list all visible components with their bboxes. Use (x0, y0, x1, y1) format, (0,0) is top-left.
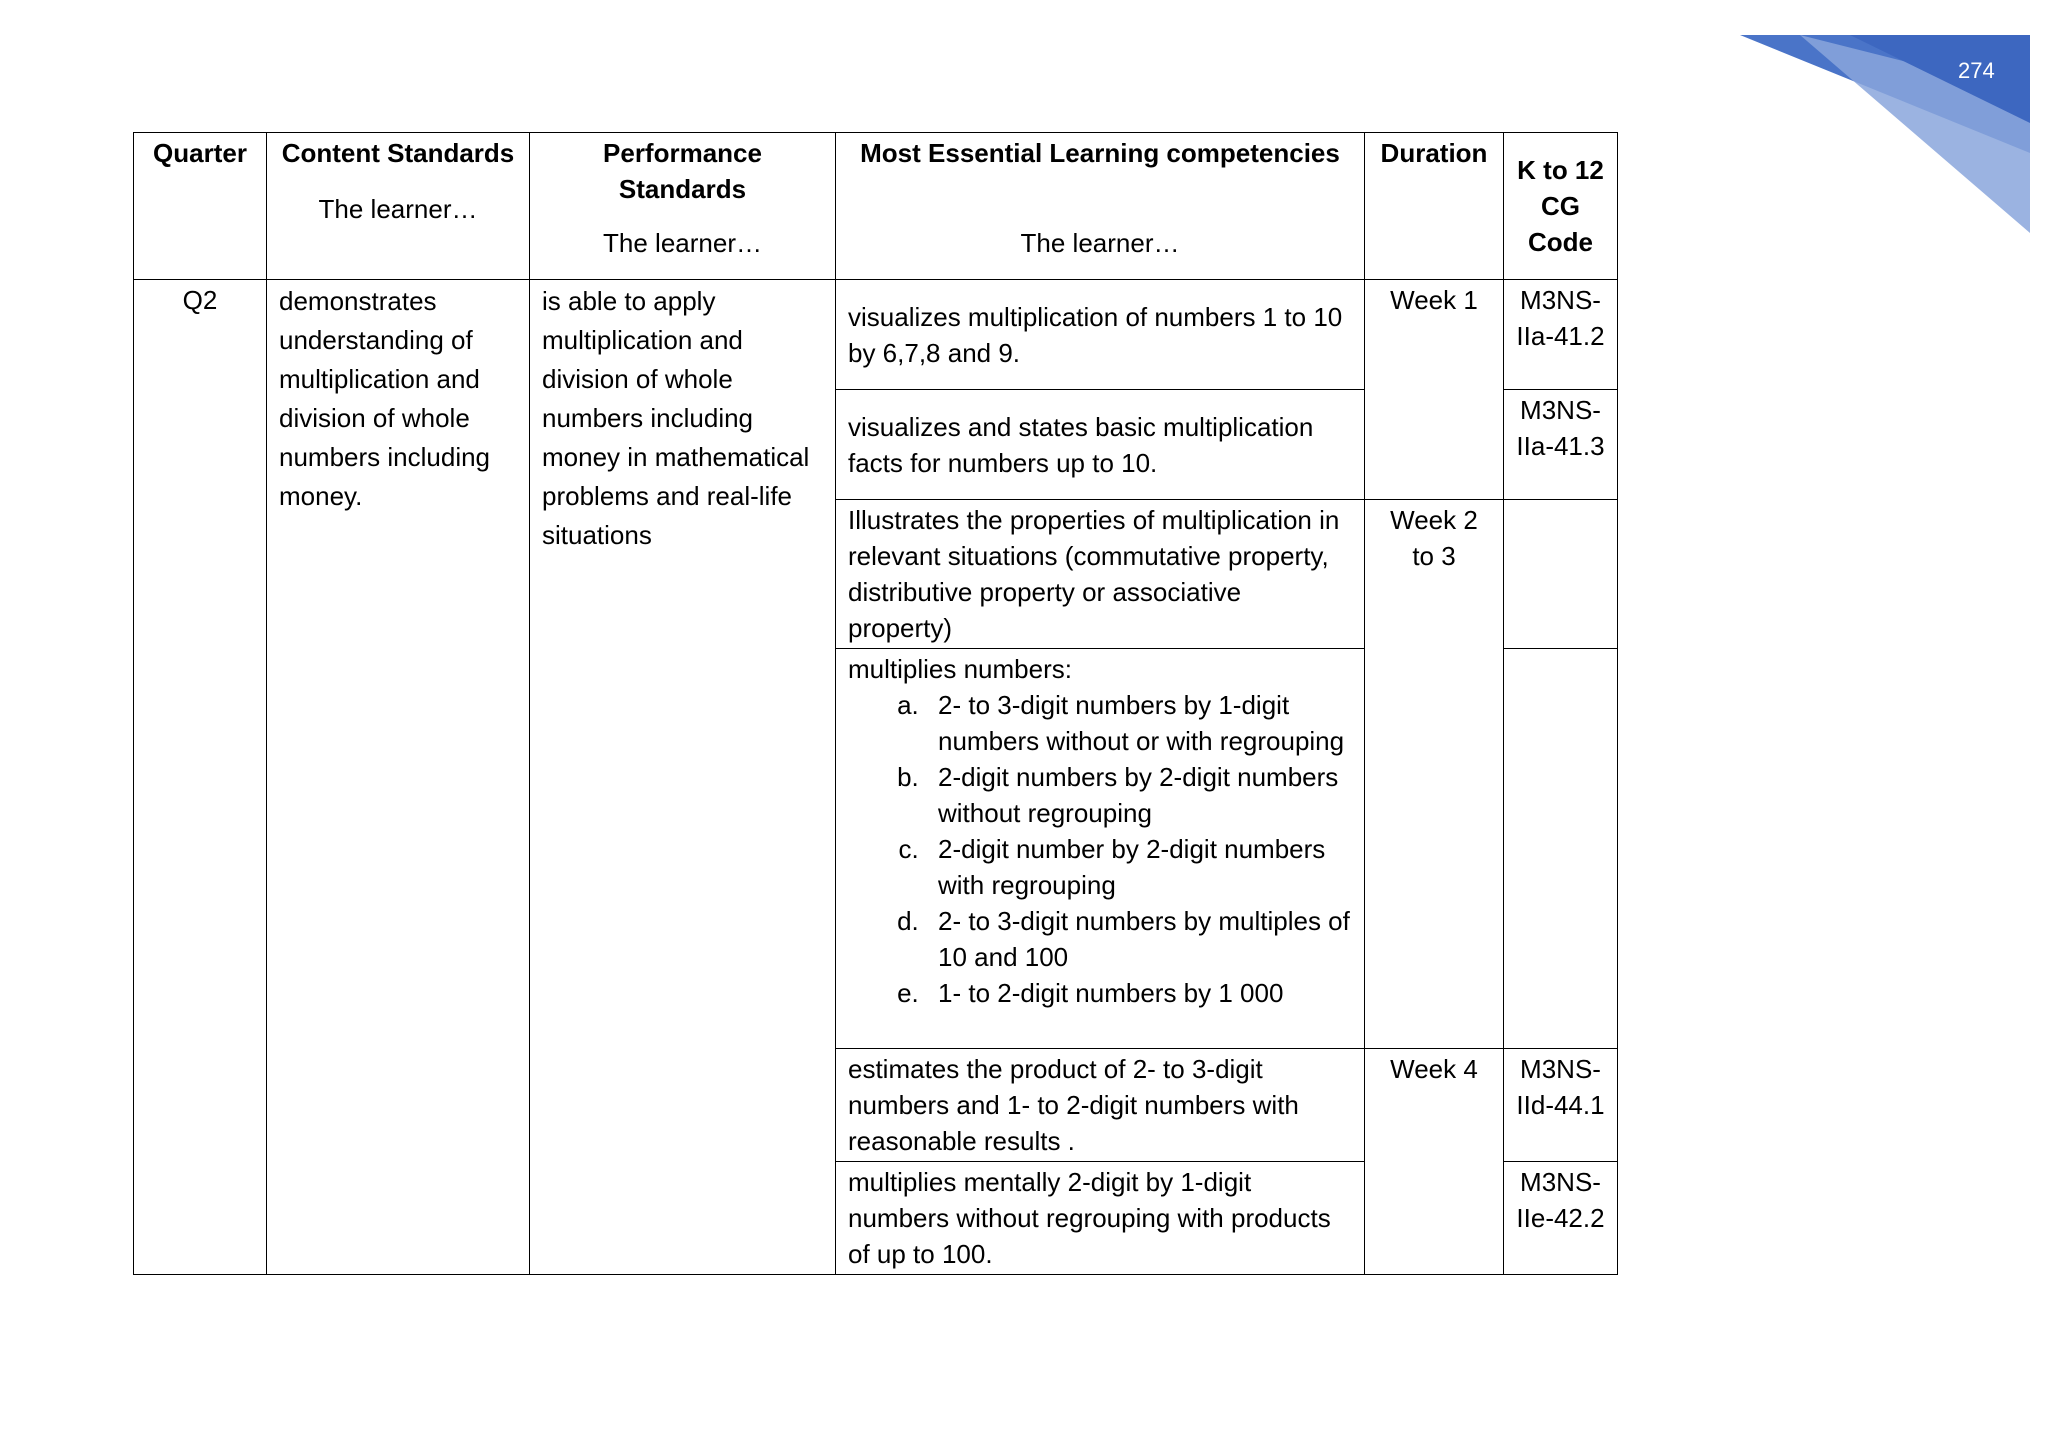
header-quarter: Quarter (134, 133, 267, 280)
header-performance-standards: Performance Standards The learner… (530, 133, 836, 280)
page-number: 274 (1958, 58, 1995, 83)
competency-cell: estimates the product of 2- to 3-digit numbers and 1- to 2-digit numbers with reasonable results . (836, 1049, 1365, 1162)
header-melc: Most Essential Learning competencies The learner… (836, 133, 1365, 280)
melc-table (133, 132, 1618, 1275)
header-content-standards: Content Standards The learner… (267, 133, 530, 280)
competency-cell (836, 649, 1365, 1049)
content-standard-cell: demonstrates understanding of multiplication and division of whole numbers including money. (267, 280, 530, 1275)
duration-cell: Week 4 (1365, 1049, 1504, 1275)
code-cell: M3NS-IId-44.1 (1504, 1049, 1618, 1162)
code-cell (1504, 649, 1618, 1049)
code-cell (1504, 500, 1618, 649)
code-cell: M3NS-IIa-41.3 (1504, 390, 1618, 500)
code-cell: M3NS-IIa-41.2 (1504, 280, 1618, 390)
table-row (134, 280, 1618, 390)
list-item: a. 2- to 3-digit numbers by 1-digit numbers without or with regrouping (926, 687, 1352, 759)
performance-standard-cell: is able to apply multiplication and division of whole numbers including money in mathematical problems and real-life situations (530, 280, 836, 1275)
list-item: b. 2-digit numbers by 2-digit numbers without regrouping (926, 759, 1352, 831)
quarter-cell: Q2 (134, 280, 267, 1275)
duration-cell: Week 1 (1365, 280, 1504, 500)
competency-cell: visualizes multiplication of numbers 1 to 10 by 6,7,8 and 9. (836, 280, 1365, 390)
code-cell: M3NS-IIe-42.2 (1504, 1162, 1618, 1275)
list-item: e. 1- to 2-digit numbers by 1 000 (926, 975, 1352, 1011)
competency-cell: Illustrates the properties of multiplication in relevant situations (commutative property, distributive property or associative property) (836, 500, 1365, 649)
header-code: K to 12 CG Code (1504, 133, 1618, 280)
competency-cell: multiplies mentally 2-digit by 1-digit numbers without regrouping with products of up to 100. (836, 1162, 1365, 1275)
competency-intro: multiplies numbers: (848, 654, 1072, 684)
list-item: c. 2-digit number by 2-digit numbers with regrouping (926, 831, 1352, 903)
competency-cell: visualizes and states basic multiplication facts for numbers up to 10. (836, 390, 1365, 500)
competency-sublist (848, 687, 1352, 1011)
table-header-row (134, 133, 1618, 280)
list-item: d. 2- to 3-digit numbers by multiples of 10 and 100 (926, 903, 1352, 975)
duration-cell: Week 2 to 3 (1365, 500, 1504, 1049)
header-duration: Duration (1365, 133, 1504, 280)
